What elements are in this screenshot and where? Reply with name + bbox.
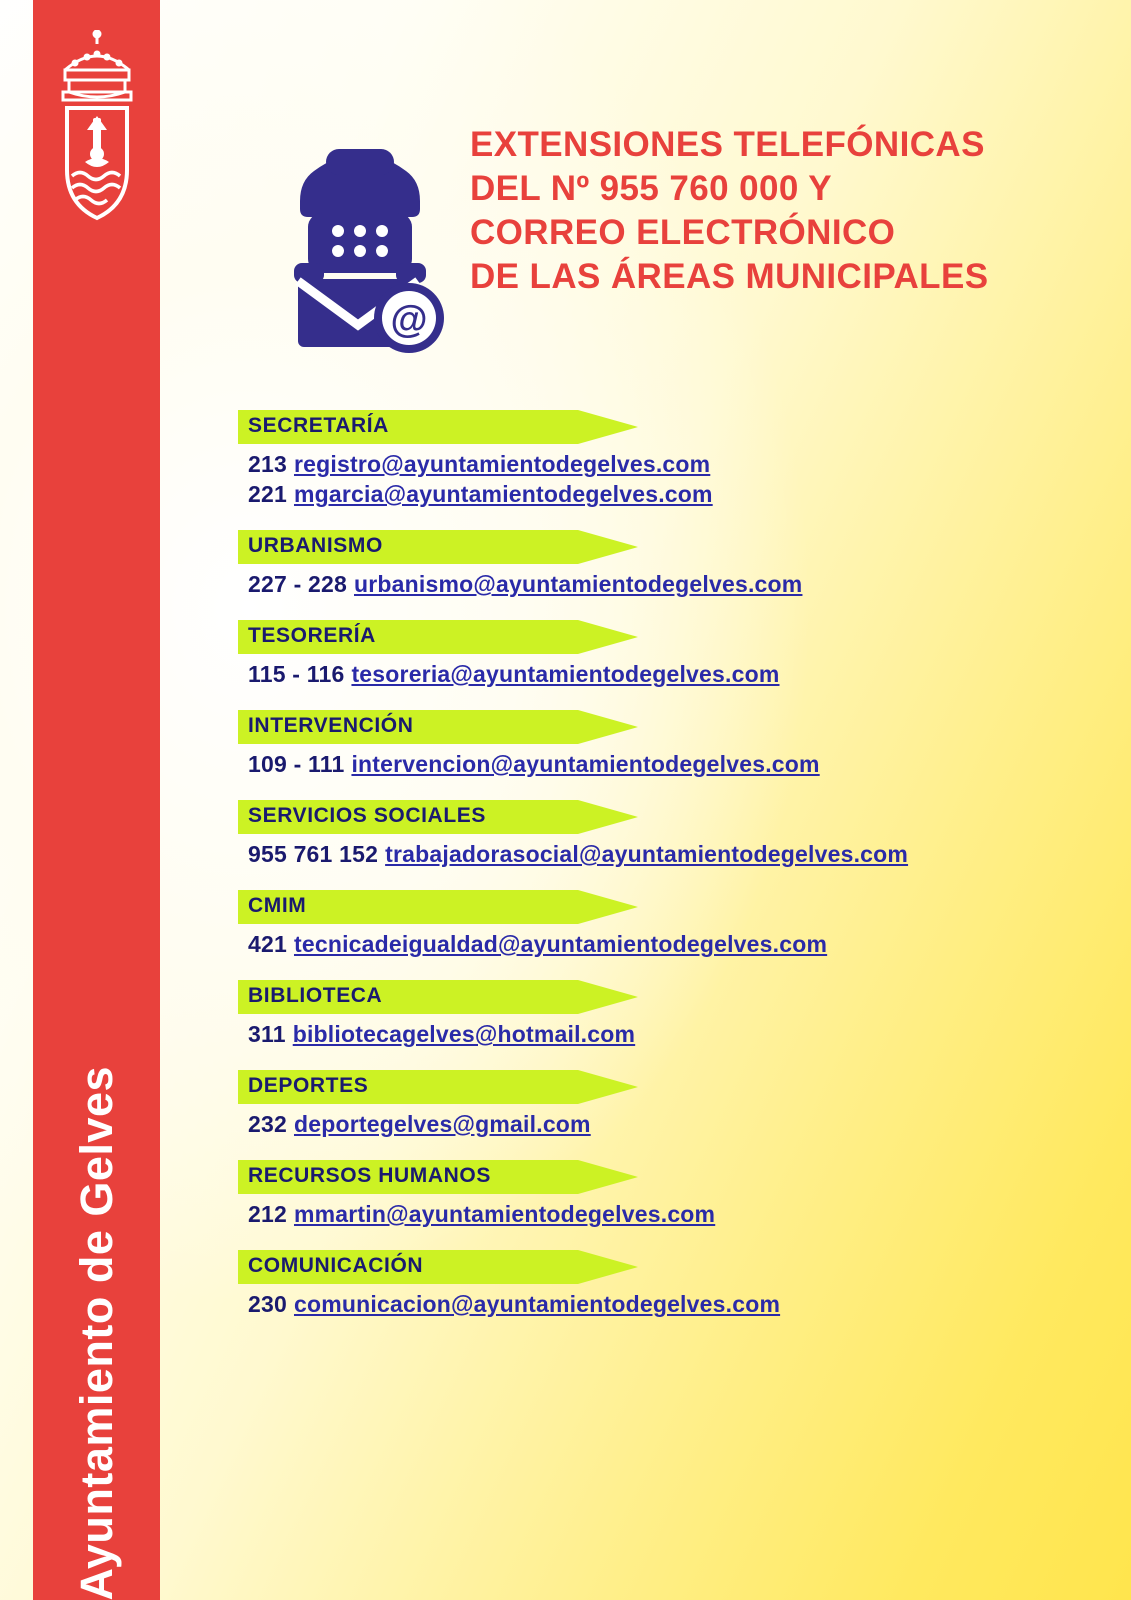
poster-header	[280, 105, 1080, 353]
extension-number: 311	[248, 1021, 286, 1047]
email-link[interactable]: urbanismo@ayuntamientodegelves.com	[354, 571, 803, 597]
poster-title-line-2: DEL Nº 955 760 000 Y	[470, 169, 832, 209]
contact-line	[238, 1201, 1098, 1228]
directory-entry	[238, 710, 1098, 778]
contact-line	[238, 1021, 1098, 1048]
department-banner	[238, 530, 638, 564]
extension-number: 213	[248, 451, 287, 477]
contact-line	[238, 481, 1098, 508]
extension-number: 109 - 111	[248, 751, 345, 777]
vertical-brand-title-text: Ayuntamiento de Gelves	[71, 1065, 122, 1600]
department-label: INTERVENCIÓN	[248, 714, 414, 737]
contact-line	[238, 1291, 1098, 1318]
contact-line	[238, 571, 1098, 598]
department-banner	[238, 890, 638, 924]
department-label: SERVICIOS SOCIALES	[248, 804, 486, 827]
department-label: URBANISMO	[248, 534, 383, 557]
poster-title-line-4: DE LAS ÁREAS MUNICIPALES	[470, 257, 989, 297]
extension-number: 115 - 116	[248, 661, 345, 687]
poster-title-line-1: EXTENSIONES TELEFÓNICAS	[470, 125, 985, 164]
contact-line	[238, 1111, 1098, 1138]
contact-line	[238, 931, 1098, 958]
extension-number: 955 761 152	[248, 841, 379, 867]
svg-text:@: @	[390, 299, 428, 341]
email-link[interactable]: mmartin@ayuntamientodegelves.com	[293, 1201, 716, 1227]
email-link[interactable]: tesoreria@ayuntamientodegelves.com	[351, 661, 780, 687]
department-label: SECRETARÍA	[248, 414, 389, 437]
department-banner	[238, 1070, 638, 1104]
directory-entry	[238, 530, 1098, 598]
email-link[interactable]: deportegelves@gmail.com	[293, 1111, 591, 1137]
department-label: CMIM	[248, 894, 307, 917]
extension-number: 230	[248, 1291, 287, 1317]
directory-entry	[238, 1160, 1098, 1228]
poster-title-line-3: CORREO ELECTRÓNICO	[470, 213, 896, 253]
department-label: BIBLIOTECA	[248, 984, 383, 1007]
email-link[interactable]: comunicacion@ayuntamientodegelves.com	[293, 1291, 781, 1317]
email-link[interactable]: intervencion@ayuntamientodegelves.com	[351, 751, 820, 777]
directory-list	[238, 410, 1098, 1340]
email-link[interactable]: registro@ayuntamientodegelves.com	[293, 451, 711, 477]
contact-line	[238, 751, 1098, 778]
directory-entry	[238, 1070, 1098, 1138]
poster-title	[470, 105, 988, 299]
email-link[interactable]: bibliotecagelves@hotmail.com	[292, 1021, 636, 1047]
department-banner	[238, 800, 638, 834]
contact-line	[238, 841, 1098, 868]
contact-line	[238, 661, 1098, 688]
department-label: RECURSOS HUMANOS	[248, 1164, 491, 1187]
email-link[interactable]: trabajadorasocial@ayuntamientodegelves.com	[385, 841, 909, 867]
department-banner	[238, 620, 638, 654]
extension-number: 232	[248, 1111, 287, 1137]
directory-entry	[238, 980, 1098, 1048]
department-banner	[238, 1160, 638, 1194]
directory-entry	[238, 1250, 1098, 1318]
contact-line	[238, 451, 1098, 478]
department-label: COMUNICACIÓN	[248, 1254, 424, 1277]
directory-entry	[238, 620, 1098, 688]
extension-number: 212	[248, 1201, 287, 1227]
directory-entry	[238, 890, 1098, 958]
directory-entry	[238, 800, 1098, 868]
department-banner	[238, 980, 638, 1014]
extension-number: 227 - 228	[248, 571, 347, 597]
department-banner	[238, 1250, 638, 1284]
extension-number: 221	[248, 481, 287, 507]
directory-entry	[238, 410, 1098, 508]
email-link[interactable]: tecnicadeigualdad@ayuntamientodegelves.com	[293, 931, 828, 957]
vertical-brand-title	[33, 260, 160, 1600]
left-brand-band	[33, 0, 160, 1600]
coat-of-arms-icon	[45, 30, 149, 226]
extension-number: 421	[248, 931, 287, 957]
department-banner	[238, 710, 638, 744]
email-link[interactable]: mgarcia@ayuntamientodegelves.com	[293, 481, 713, 507]
department-label: TESORERÍA	[248, 624, 376, 647]
department-banner	[238, 410, 638, 444]
telephone-and-email-icon	[280, 113, 460, 353]
department-label: DEPORTES	[248, 1074, 369, 1097]
